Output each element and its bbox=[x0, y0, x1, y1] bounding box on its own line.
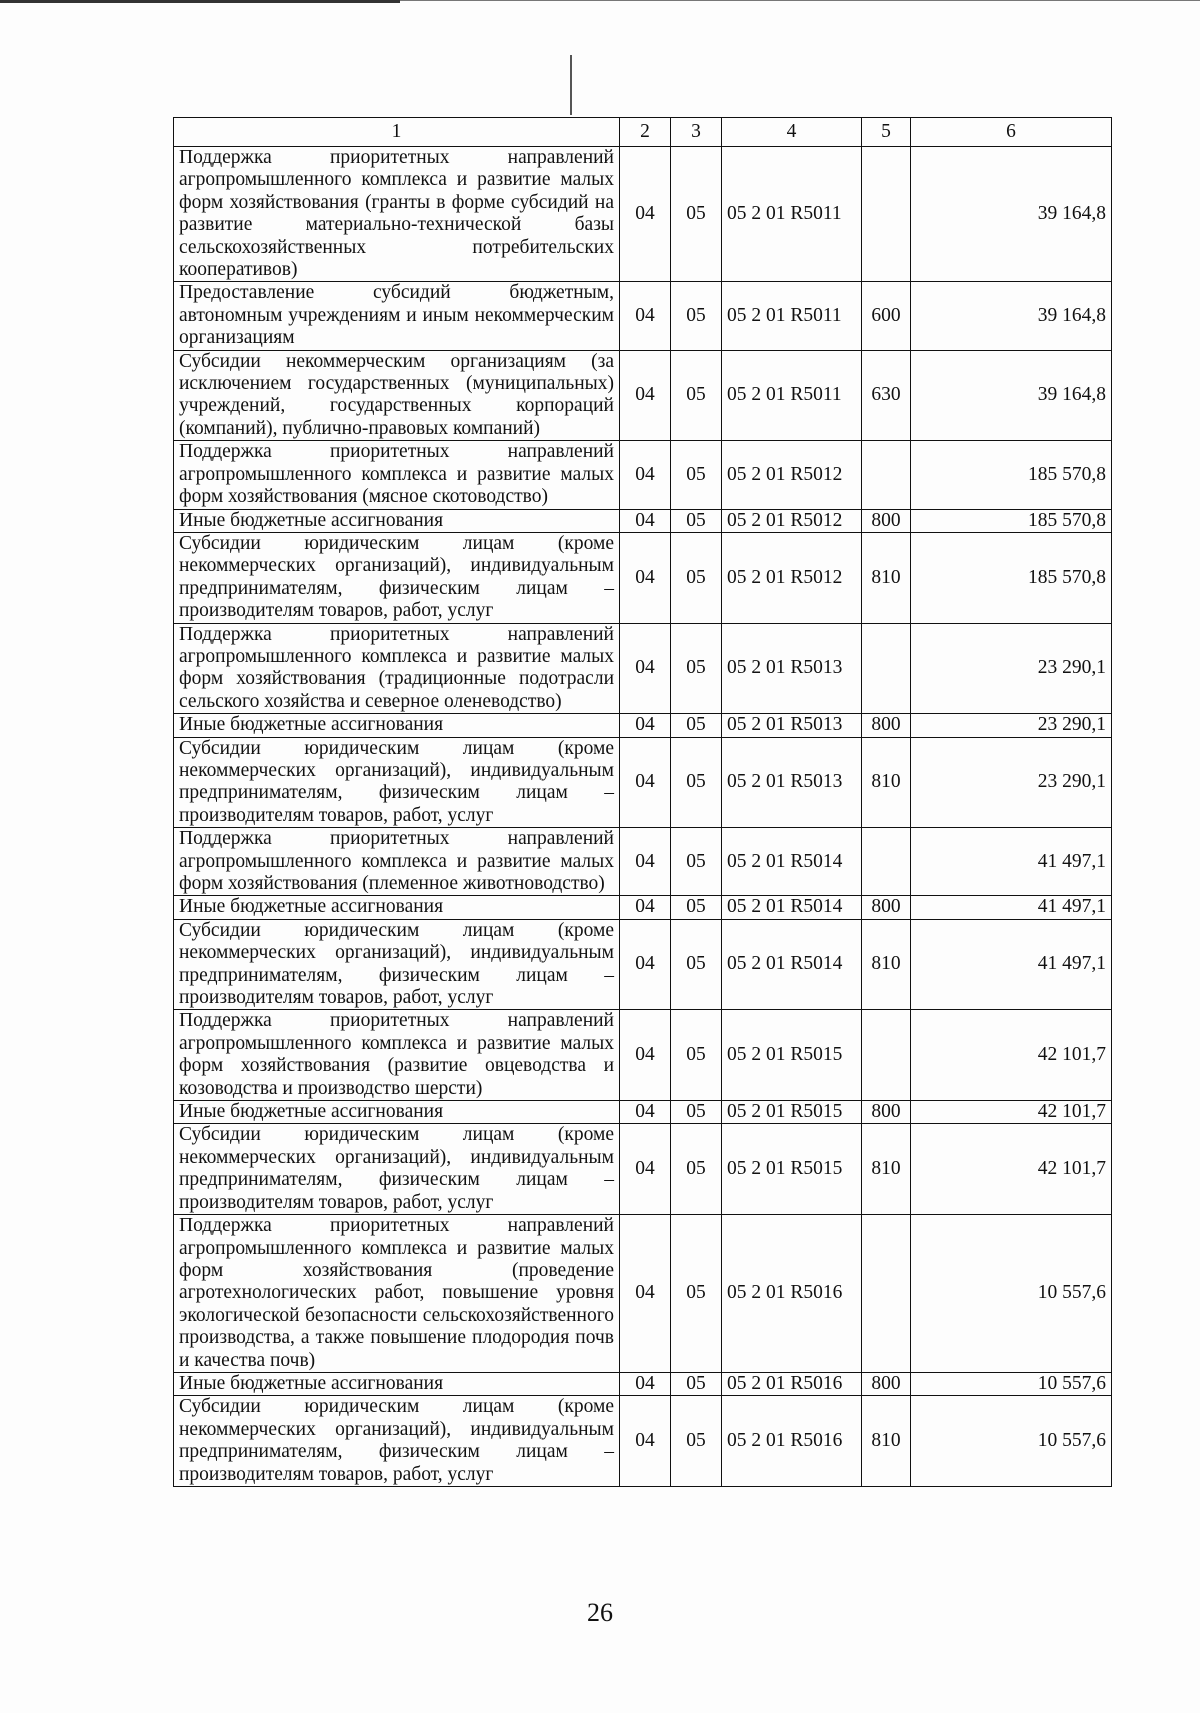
header-col-1: 1 bbox=[174, 118, 620, 147]
table-row bbox=[174, 919, 1112, 1010]
row-expense-type: 810 bbox=[862, 919, 911, 1010]
row-expense-type: 810 bbox=[862, 1124, 911, 1215]
row-expense-type: 800 bbox=[862, 714, 911, 737]
table-row bbox=[174, 1010, 1112, 1101]
row-target-item: 05 2 01 R5015 bbox=[722, 1124, 862, 1215]
scan-edge-line bbox=[0, 0, 400, 3]
row-expense-type: 810 bbox=[862, 532, 911, 623]
row-subsection: 05 bbox=[671, 532, 722, 623]
row-section: 04 bbox=[620, 532, 671, 623]
row-section: 04 bbox=[620, 737, 671, 828]
row-name: Иные бюджетные ассигнования bbox=[174, 1372, 620, 1395]
row-expense-type: 810 bbox=[862, 737, 911, 828]
table-row bbox=[174, 441, 1112, 509]
row-section: 04 bbox=[620, 896, 671, 919]
row-expense-type: 800 bbox=[862, 1372, 911, 1395]
row-subsection: 05 bbox=[671, 1372, 722, 1395]
row-subsection: 05 bbox=[671, 737, 722, 828]
row-subsection: 05 bbox=[671, 1101, 722, 1124]
row-name: Иные бюджетные ассигнования bbox=[174, 714, 620, 737]
row-amount: 23 290,1 bbox=[911, 714, 1112, 737]
row-name: Поддержка приоритетных направлений агропромышленного комплекса и развитие малых форм хозяйствования (мясное скотоводство) bbox=[174, 441, 620, 509]
row-name: Поддержка приоритетных направлений агропромышленного комплекса и развитие малых форм хозяйствования (развитие овцеводства и козоводства и производство шерсти) bbox=[174, 1010, 620, 1101]
row-amount: 39 164,8 bbox=[911, 147, 1112, 282]
row-name: Иные бюджетные ассигнования bbox=[174, 896, 620, 919]
table-row bbox=[174, 1396, 1112, 1487]
row-amount: 185 570,8 bbox=[911, 441, 1112, 509]
row-expense-type bbox=[862, 623, 911, 714]
row-section: 04 bbox=[620, 919, 671, 1010]
row-section: 04 bbox=[620, 282, 671, 350]
table-row bbox=[174, 623, 1112, 714]
table-row bbox=[174, 1372, 1112, 1395]
row-section: 04 bbox=[620, 441, 671, 509]
table-row bbox=[174, 737, 1112, 828]
table-row bbox=[174, 896, 1112, 919]
row-name: Субсидии некоммерческим организациям (за исключением государственных (муниципальных) учреждений, государственных корпораций (компаний), публично-правовых компаний) bbox=[174, 350, 620, 441]
row-subsection: 05 bbox=[671, 1396, 722, 1487]
row-target-item: 05 2 01 R5013 bbox=[722, 714, 862, 737]
row-name: Иные бюджетные ассигнования bbox=[174, 509, 620, 532]
row-amount: 41 497,1 bbox=[911, 919, 1112, 1010]
row-expense-type bbox=[862, 147, 911, 282]
row-subsection: 05 bbox=[671, 919, 722, 1010]
row-target-item: 05 2 01 R5011 bbox=[722, 147, 862, 282]
row-target-item: 05 2 01 R5015 bbox=[722, 1101, 862, 1124]
row-target-item: 05 2 01 R5013 bbox=[722, 737, 862, 828]
row-amount: 42 101,7 bbox=[911, 1101, 1112, 1124]
row-expense-type bbox=[862, 441, 911, 509]
table-row bbox=[174, 1124, 1112, 1215]
table-row bbox=[174, 147, 1112, 282]
table-row bbox=[174, 1101, 1112, 1124]
row-target-item: 05 2 01 R5015 bbox=[722, 1010, 862, 1101]
row-amount: 41 497,1 bbox=[911, 828, 1112, 896]
row-subsection: 05 bbox=[671, 1124, 722, 1215]
row-section: 04 bbox=[620, 1372, 671, 1395]
row-subsection: 05 bbox=[671, 1215, 722, 1373]
row-amount: 10 557,6 bbox=[911, 1372, 1112, 1395]
row-section: 04 bbox=[620, 1124, 671, 1215]
header-col-5: 5 bbox=[862, 118, 911, 147]
table-row bbox=[174, 1215, 1112, 1373]
table-row bbox=[174, 509, 1112, 532]
row-amount: 185 570,8 bbox=[911, 509, 1112, 532]
row-expense-type bbox=[862, 828, 911, 896]
budget-table-body bbox=[174, 118, 1112, 1487]
row-amount: 42 101,7 bbox=[911, 1010, 1112, 1101]
scan-edge-line-thin bbox=[400, 0, 1200, 1]
row-expense-type: 800 bbox=[862, 1101, 911, 1124]
table-row bbox=[174, 828, 1112, 896]
row-section: 04 bbox=[620, 623, 671, 714]
row-name: Субсидии юридическим лицам (кроме некоммерческих организаций), индивидуальным предпринимателям, физическим лицам – производителям товаров, работ, услуг bbox=[174, 737, 620, 828]
header-col-6: 6 bbox=[911, 118, 1112, 147]
header-col-2: 2 bbox=[620, 118, 671, 147]
row-amount: 42 101,7 bbox=[911, 1124, 1112, 1215]
row-target-item: 05 2 01 R5012 bbox=[722, 509, 862, 532]
row-target-item: 05 2 01 R5012 bbox=[722, 441, 862, 509]
row-target-item: 05 2 01 R5011 bbox=[722, 350, 862, 441]
row-name: Субсидии юридическим лицам (кроме некоммерческих организаций), индивидуальным предпринимателям, физическим лицам – производителям товаров, работ, услуг bbox=[174, 1396, 620, 1487]
row-target-item: 05 2 01 R5011 bbox=[722, 282, 862, 350]
row-section: 04 bbox=[620, 1101, 671, 1124]
header-col-4: 4 bbox=[722, 118, 862, 147]
row-name: Субсидии юридическим лицам (кроме некоммерческих организаций), индивидуальным предпринимателям, физическим лицам – производителям товаров, работ, услуг bbox=[174, 532, 620, 623]
row-subsection: 05 bbox=[671, 441, 722, 509]
row-name: Поддержка приоритетных направлений агропромышленного комплекса и развитие малых форм хозяйствования (проведение агротехнологических работ, повышение уровня экологической безопасности сельскохозяйственного производства, а также повышение плодородия почв и качества почв) bbox=[174, 1215, 620, 1373]
table-row bbox=[174, 350, 1112, 441]
row-name: Иные бюджетные ассигнования bbox=[174, 1101, 620, 1124]
row-target-item: 05 2 01 R5016 bbox=[722, 1372, 862, 1395]
row-target-item: 05 2 01 R5016 bbox=[722, 1396, 862, 1487]
table-row bbox=[174, 532, 1112, 623]
row-subsection: 05 bbox=[671, 828, 722, 896]
row-expense-type bbox=[862, 1215, 911, 1373]
fold-mark bbox=[570, 55, 572, 115]
table-row bbox=[174, 714, 1112, 737]
row-amount: 23 290,1 bbox=[911, 737, 1112, 828]
row-amount: 39 164,8 bbox=[911, 350, 1112, 441]
row-amount: 23 290,1 bbox=[911, 623, 1112, 714]
row-section: 04 bbox=[620, 1010, 671, 1101]
row-target-item: 05 2 01 R5013 bbox=[722, 623, 862, 714]
row-expense-type bbox=[862, 1010, 911, 1101]
budget-table bbox=[173, 117, 1112, 1487]
row-name: Поддержка приоритетных направлений агропромышленного комплекса и развитие малых форм хозяйствования (племенное животноводство) bbox=[174, 828, 620, 896]
row-amount: 185 570,8 bbox=[911, 532, 1112, 623]
row-name: Субсидии юридическим лицам (кроме некоммерческих организаций), индивидуальным предпринимателям, физическим лицам – производителям товаров, работ, услуг bbox=[174, 919, 620, 1010]
row-name: Предоставление субсидий бюджетным, автономным учреждениям и иным некоммерческим организациям bbox=[174, 282, 620, 350]
row-amount: 10 557,6 bbox=[911, 1396, 1112, 1487]
row-section: 04 bbox=[620, 1215, 671, 1373]
row-name: Поддержка приоритетных направлений агропромышленного комплекса и развитие малых форм хозяйствования (гранты в форме субсидий на развитие материально-технической базы сельскохозяйственных потребительских кооперативов) bbox=[174, 147, 620, 282]
table-row bbox=[174, 282, 1112, 350]
row-section: 04 bbox=[620, 147, 671, 282]
row-name: Субсидии юридическим лицам (кроме некоммерческих организаций), индивидуальным предпринимателям, физическим лицам – производителям товаров, работ, услуг bbox=[174, 1124, 620, 1215]
row-expense-type: 800 bbox=[862, 509, 911, 532]
row-subsection: 05 bbox=[671, 896, 722, 919]
row-subsection: 05 bbox=[671, 350, 722, 441]
row-target-item: 05 2 01 R5014 bbox=[722, 919, 862, 1010]
row-expense-type: 810 bbox=[862, 1396, 911, 1487]
row-amount: 41 497,1 bbox=[911, 896, 1112, 919]
row-subsection: 05 bbox=[671, 509, 722, 532]
row-amount: 39 164,8 bbox=[911, 282, 1112, 350]
header-col-3: 3 bbox=[671, 118, 722, 147]
row-subsection: 05 bbox=[671, 623, 722, 714]
row-subsection: 05 bbox=[671, 1010, 722, 1101]
table-header-row bbox=[174, 118, 1112, 147]
row-section: 04 bbox=[620, 714, 671, 737]
row-subsection: 05 bbox=[671, 147, 722, 282]
row-section: 04 bbox=[620, 1396, 671, 1487]
row-target-item: 05 2 01 R5014 bbox=[722, 828, 862, 896]
row-amount: 10 557,6 bbox=[911, 1215, 1112, 1373]
row-subsection: 05 bbox=[671, 714, 722, 737]
row-expense-type: 630 bbox=[862, 350, 911, 441]
row-target-item: 05 2 01 R5012 bbox=[722, 532, 862, 623]
row-target-item: 05 2 01 R5016 bbox=[722, 1215, 862, 1373]
row-expense-type: 800 bbox=[862, 896, 911, 919]
row-name: Поддержка приоритетных направлений агропромышленного комплекса и развитие малых форм хозяйствования (традиционные подотрасли сельского хозяйства и северное оленеводство) bbox=[174, 623, 620, 714]
row-section: 04 bbox=[620, 350, 671, 441]
row-expense-type: 600 bbox=[862, 282, 911, 350]
row-target-item: 05 2 01 R5014 bbox=[722, 896, 862, 919]
row-subsection: 05 bbox=[671, 282, 722, 350]
row-section: 04 bbox=[620, 509, 671, 532]
page-number: 26 bbox=[587, 1598, 613, 1627]
row-section: 04 bbox=[620, 828, 671, 896]
